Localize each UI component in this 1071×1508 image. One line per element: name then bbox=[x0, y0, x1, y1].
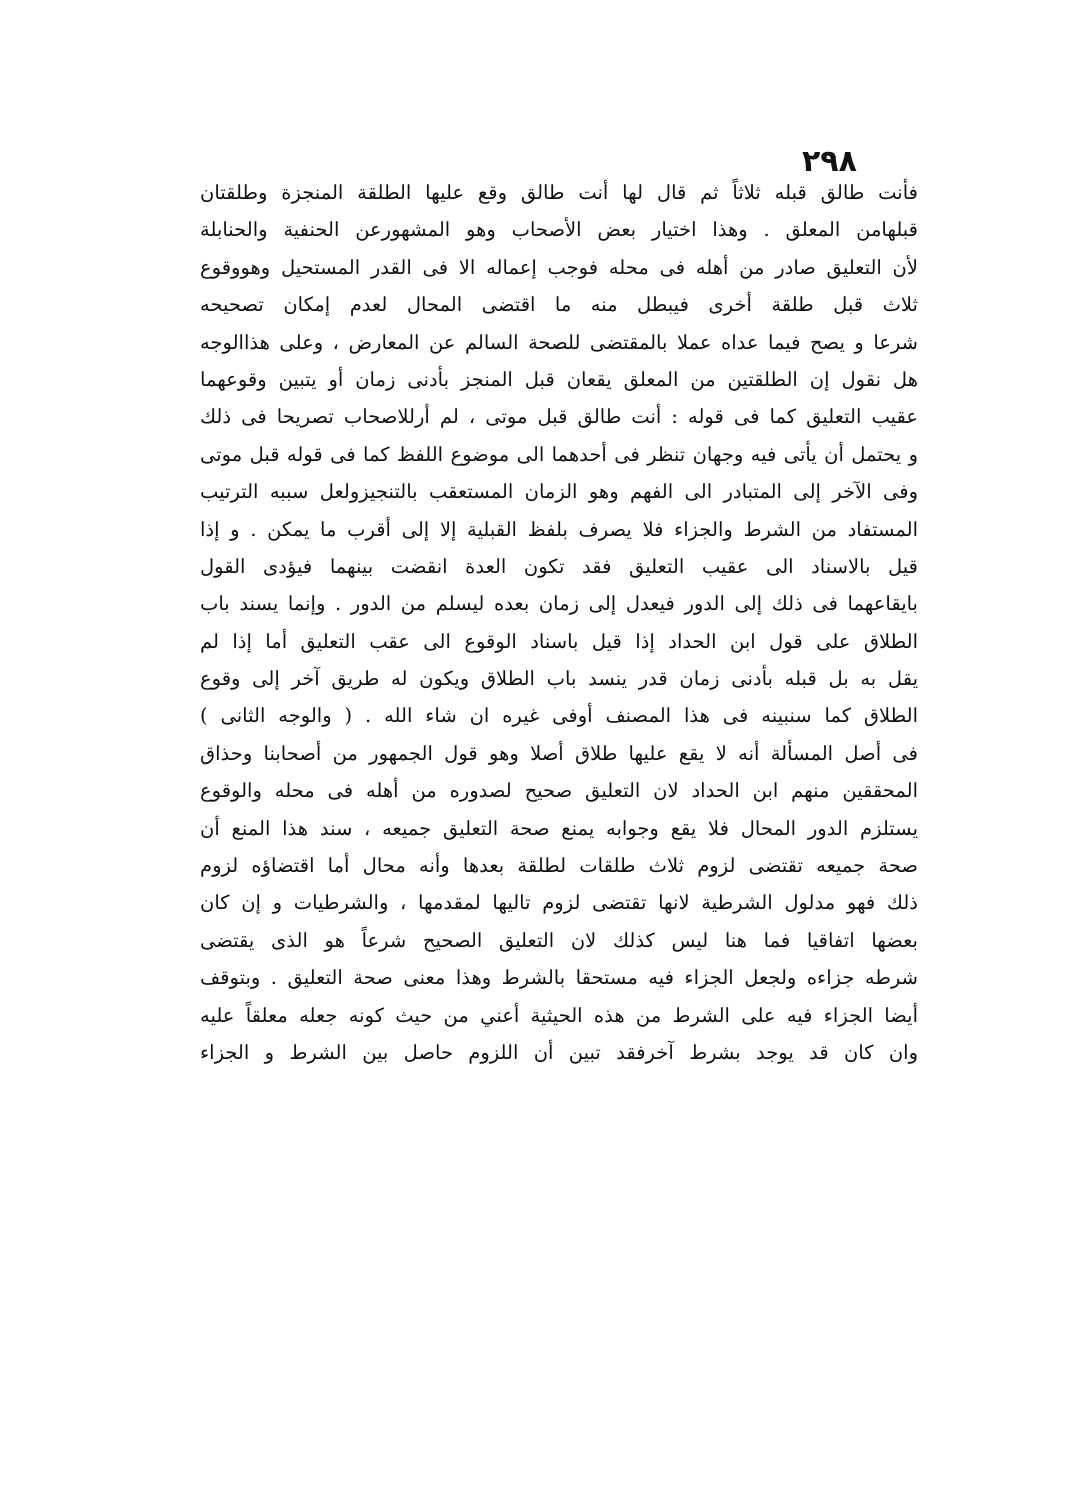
text-line: بايقاعهما فى ذلك إلى الدور فيعدل إلى زمان بعده ليسلم من الدور . وإنما يسند باب bbox=[200, 592, 918, 616]
text-line: بعضها اتفاقيا فما هنا ليس كذلك لان التعليق الصحيح شرعاً هو الذى يقتضى bbox=[200, 928, 918, 952]
body-text bbox=[200, 174, 918, 1071]
text-line: الطلاق كما سنبينه فى هذا المصنف أوفى غيره ان شاء الله . ( والوجه الثانى ) bbox=[200, 704, 918, 728]
text-line: المحققين منهم ابن الحداد لان التعليق صحيح لصدوره من أهله فى محله والوقوع bbox=[200, 779, 918, 803]
text-line: أيضا الجزاء فيه على الشرط من هذه الحيثية أعني من حيث كونه جعله معلقاً عليه bbox=[200, 1003, 918, 1027]
text-line: شرطه جزاءه ولجعل الجزاء فيه مستحقا بالشرط وهذا معنى صحة التعليق . وبتوقف bbox=[200, 966, 918, 990]
page-number: ٢٩٨ bbox=[802, 144, 857, 179]
text-line: ثلاث قبل طلقة أخرى فيبطل منه ما اقتضى المحال لعدم إمكان تصحيحه bbox=[200, 293, 918, 317]
text-line: المستفاد من الشرط والجزاء فلا يصرف بلفظ القبلية إلا إلى أقرب ما يمكن . و إذا bbox=[200, 517, 918, 541]
text-line: فى أصل المسألة أنه لا يقع عليها طلاق أصلا وهو قول الجمهور من أصحابنا وحذاق bbox=[200, 741, 918, 765]
text-line: هل نقول إن الطلقتين من المعلق يقعان قبل المنجز بأدنى زمان أو يتبين وقوعهما bbox=[200, 367, 918, 391]
text-line: شرعا و يصح فيما عداه عملا بالمقتضى للصحة السالم عن المعارض ، وعلى هذاالوجه bbox=[200, 330, 918, 354]
text-line: ذلك فهو مدلول الشرطية لانها تقتضى لزوم تاليها لمقدمها ، والشرطيات و إن كان bbox=[200, 891, 918, 915]
text-line: الطلاق على قول ابن الحداد إذا قيل باسناد الوقوع الى عقب التعليق أما إذا لم bbox=[200, 629, 918, 653]
text-line: قيل بالاسناد الى عقيب التعليق فقد تكون العدة انقضت بينهما فيؤدى القول bbox=[200, 554, 918, 578]
text-line: يستلزم الدور المحال فلا يقع وجوابه يمنع صحة التعليق جميعه ، سند هذا المنع أن bbox=[200, 816, 918, 840]
text-line: وان كان قد يوجد بشرط آخرفقد تبين أن اللزوم حاصل بين الشرط و الجزاء bbox=[200, 1040, 918, 1064]
text-line: وفى الآخر إلى المتبادر الى الفهم وهو الزمان المستعقب بالتنجيزولعل سببه الترتيب bbox=[200, 480, 918, 504]
text-line: قبلهامن المعلق . وهذا اختيار بعض الأصحاب وهو المشهورعن الحنفية والحنابلة bbox=[200, 218, 918, 242]
text-line: فأنت طالق قبله ثلاثاً ثم قال لها أنت طالق وقع عليها الطلقة المنجزة وطلقتان bbox=[200, 181, 918, 204]
text-line: لأن التعليق صادر من أهله فى محله فوجب إعماله الا فى القدر المستحيل وهووقوع bbox=[200, 255, 918, 279]
text-line: و يحتمل أن يأتى فيه وجهان تنظر فى أحدهما الى موضوع اللفظ كما فى قوله قبل موتى bbox=[200, 442, 918, 466]
text-line: عقيب التعليق كما فى قوله : أنت طالق قبل موتى ، لم أرللاصحاب تصريحا فى ذلك bbox=[200, 405, 918, 429]
text-line: صحة جميعه تقتضى لزوم ثلاث طلقات لطلقة بعدها وأنه محال أما اقتضاؤه لزوم bbox=[200, 854, 918, 878]
text-line: يقل به بل قبله بأدنى زمان قدر ينسد باب الطلاق ويكون له طريق آخر إلى وقوع bbox=[200, 667, 918, 691]
